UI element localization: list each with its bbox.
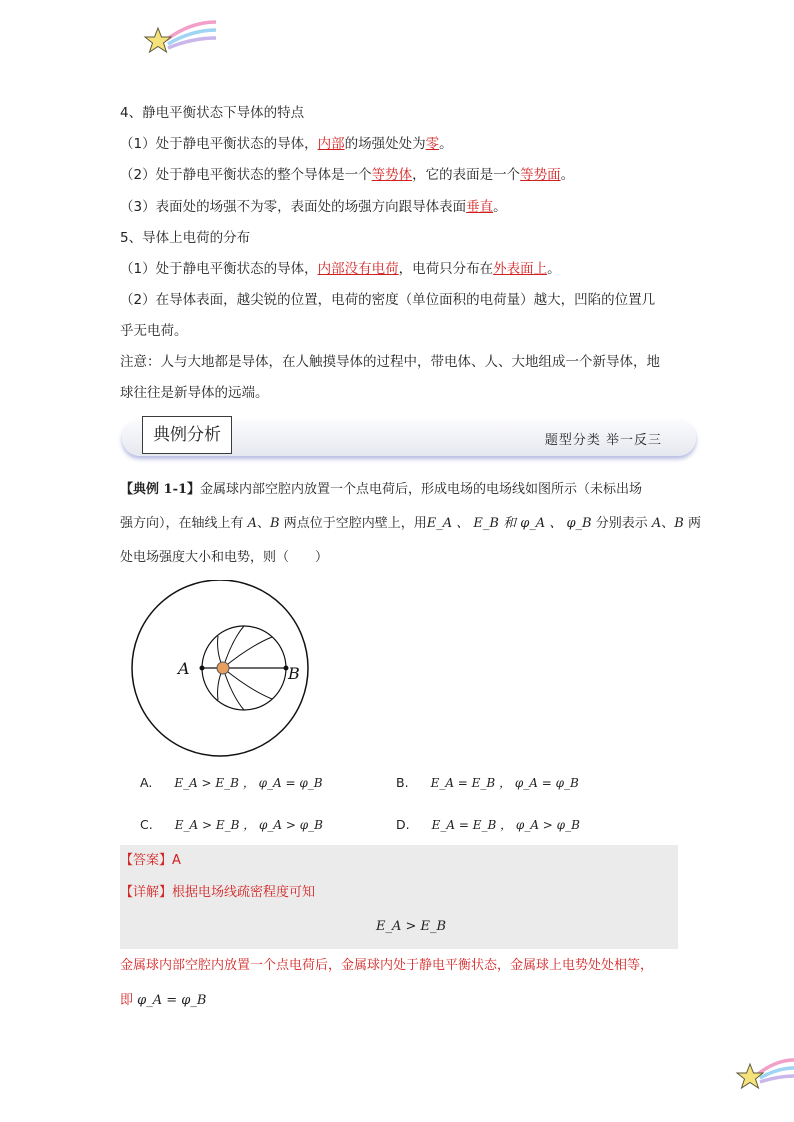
banner-subtitle: 题型分类 举一反三: [544, 433, 662, 448]
answer-box: [120, 845, 678, 949]
point-a-dot: [200, 666, 205, 671]
label-a: A: [178, 659, 190, 678]
banner-tag: 典例分析: [142, 416, 232, 454]
answer-label: 【答案】A: [120, 853, 181, 868]
option-a[interactable]: A. E_A > E_B ， φ_A = φ_B: [140, 775, 323, 790]
explanation-line-2: 即 φ_A = φ_B: [120, 993, 207, 1008]
symbols-expression: E_A 、 E_B 和 φ_A 、 φ_B: [426, 516, 592, 531]
section-5-point-2-line-1: （2）在导体表面，越尖锐的位置，电荷的密度（单位面积的电荷量）越大，凹陷的位置几: [120, 292, 656, 308]
shooting-star-icon: [734, 1052, 794, 1098]
section-5-point-1: （1）处于静电平衡状态的导体，内部没有电荷，电荷只分布在外表面上。: [120, 261, 561, 277]
section-5-title: 5、导体上电荷的分布: [120, 230, 251, 246]
section-4-point-1: （1）处于静电平衡状态的导体，内部的场强处处为零。: [120, 136, 453, 152]
example-label: 【典例 1-1】: [120, 482, 201, 497]
answer-formula: E_A > E_B: [376, 919, 447, 934]
section-5-point-2-line-2: 乎无电荷。: [120, 323, 188, 339]
section-4-point-3: （3）表面处的场强不为零，表面处的场强方向跟导体表面垂直。: [120, 199, 507, 215]
option-c[interactable]: C. E_A > E_B ， φ_A > φ_B: [140, 817, 323, 832]
section-4-point-2: （2）处于静电平衡状态的整个导体是一个等势体，它的表面是一个等势面。: [120, 167, 575, 183]
note-line-1: 注意：人与大地都是导体，在人触摸导体的过程中，带电体、人、大地组成一个新导体，地: [120, 354, 660, 370]
point-charge: [217, 662, 229, 674]
label-b: B: [288, 664, 300, 683]
detail-label: 【详解】根据电场线疏密程度可知: [120, 885, 316, 900]
option-b[interactable]: B. E_A = E_B ， φ_A = φ_B: [396, 775, 579, 790]
section-banner: [122, 420, 696, 456]
note-line-2: 球往往是新导体的远端。: [120, 385, 269, 401]
example-line-3: 处电场强度大小和电势，则（ ）: [120, 550, 329, 565]
example-line-1: 【典例 1-1】金属球内部空腔内放置一个点电荷后，形成电场的电场线如图所示（未标出场: [120, 482, 643, 497]
example-line-2: 强方向），在轴线上有 A、B 两点位于空腔内壁上，用E_A 、 E_B 和 φ_A 、 φ_B 分别表示 A、B 两: [120, 516, 701, 531]
field-line-figure: [120, 580, 320, 780]
explanation-line-1: 金属球内部空腔内放置一个点电荷后，金属球内处于静电平衡状态，金属球上电势处处相等，: [120, 958, 654, 973]
shooting-star-icon: [140, 16, 220, 60]
section-4-title: 4、静电平衡状态下导体的特点: [120, 105, 305, 121]
option-d[interactable]: D. E_A = E_B ， φ_A > φ_B: [396, 817, 580, 832]
